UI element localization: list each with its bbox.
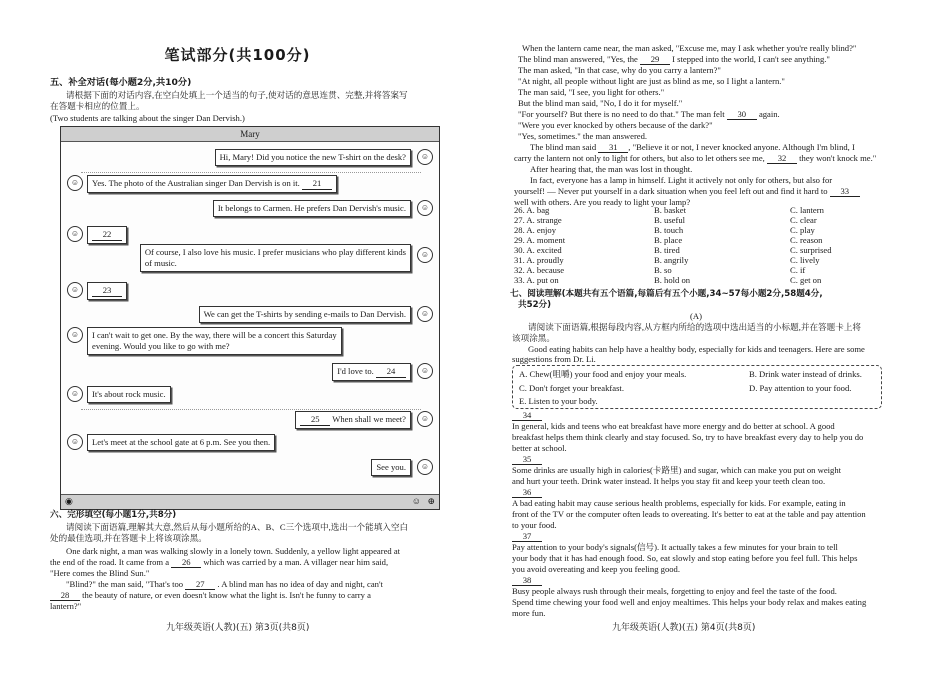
option-b: B. Drink water instead of drinks. (749, 369, 862, 379)
chat-message: We can get the T-shirts by sending e-mails to Dan Dervish. (199, 306, 411, 323)
paragraph-line: 28 the beauty of nature, or even doesn't know what the light is. Isn't he funny to carry a (50, 590, 371, 601)
paragraph-line: One dark night, a man was walking slowly in a lonely town. Suddenly, a yellow light appeared at (66, 546, 401, 556)
section-5-heading: 五、补全对话(每小题2分,共10分) (50, 77, 192, 88)
chat-message: 23 (87, 282, 127, 300)
chat-message: Yes. The photo of the Australian singer Dan Dervish is on it. 21 (87, 175, 337, 193)
paragraph-line: Busy people always rush through their meals, forgetting to enjoy and feel the taste of the food. (512, 586, 837, 596)
story-line: carry the lantern not only to light for others, but also to let others see me, 32 they won't knock me." (514, 153, 877, 163)
avatar-icon: ☺ (417, 200, 433, 216)
story-line: yourself! — Never put yourself in a dark situation when you feel left out and find it hard to 33 (514, 186, 860, 197)
chat-message: See you. (371, 459, 411, 476)
avatar-icon: ☺ (67, 327, 83, 343)
story-line: "For yourself? But there is no need to do that." The man felt 30 again. (518, 109, 780, 119)
section-5-instruction-2: 在答题卡相应的位置上。 (50, 101, 145, 111)
story-line: The blind man answered, "Yes, the 29 I stepped into the world, I can't see anything." (518, 54, 830, 64)
chat-window (60, 126, 440, 510)
emoji-icon: ☺ (411, 496, 421, 506)
avatar-icon: ☺ (67, 386, 83, 402)
chat-message: I'd love to. 24 (332, 363, 411, 381)
section-7-heading: 七、阅读理解(本题共有五个语篇,每篇后有五个小题,34~57每小题2分,58题4分, (510, 289, 823, 299)
chat-message: 22 (87, 226, 127, 244)
option-row: 26. A. bag B. basket C. lantern (514, 205, 824, 215)
answer-blank: 37 (512, 531, 542, 542)
answer-blank: 34 (512, 410, 542, 421)
chat-message: Let's meet at the school gate at 6 p.m. See you then. (87, 434, 275, 451)
chat-message: It belongs to Carmen. He prefers Dan Dervish's music. (213, 200, 411, 217)
section-6-instruction: 请阅读下面语篇,理解其大意,然后从每小题所给的A、B、C三个选项中,选出一个能填入空白 (66, 522, 409, 532)
section-6-instruction-2: 处的最佳选项,并在答题卡上将该项涂黑。 (50, 533, 207, 543)
cloze-options (514, 205, 884, 285)
divider (81, 409, 421, 410)
chat-message: Hi, Mary! Did you notice the new T-shirt on the desk? (215, 149, 411, 166)
story-line: The blind man said 31 , "Believe it or not, I never knocked anyone. Although I'm blind, I (530, 142, 855, 152)
paragraph-line: your body that it has had enough food. So, eat slowly and stop eating before you feel full. This helps (512, 553, 858, 563)
chat-message: 25 When shall we meet? (295, 411, 411, 429)
divider (81, 172, 421, 173)
avatar-icon: ☺ (67, 226, 83, 242)
paragraph-line: In general, kids and teens who eat breakfast have more energy and do better at school. A good (512, 421, 835, 431)
chat-message: Of course, I also love his music. I prefer musicians who play different kinds of music. (140, 244, 411, 272)
option-d: D. Pay attention to your food. (749, 383, 852, 393)
story-line: After hearing that, the man was lost in thought. (530, 164, 693, 174)
paragraph-line: Spend time chewing your food well and enjoy mealtimes. This helps your body relax and makes eating (512, 597, 867, 607)
story-line: In fact, everyone has a lamp in himself. Light it actively not only for others, but also for (530, 175, 833, 185)
section-7-instruction-2: 该项涂黑。 (512, 333, 555, 343)
add-icon: ⊕ (427, 496, 435, 506)
story-line: well with others. Are you ready to light your lamp? (514, 197, 691, 207)
section-5-context: (Two students are talking about the singer Dan Dervish.) (50, 113, 245, 123)
story-line: The man asked, "In that case, why do you carry a lantern?" (518, 65, 721, 75)
option-c: C. Don't forget your breakfast. (519, 383, 624, 393)
paragraph-line: you avoid overeating and keep you feeling good. (512, 564, 681, 574)
avatar-icon: ☺ (67, 282, 83, 298)
page-footer: 九年级英语(人教)(五) 第3页(共8页) (166, 623, 310, 633)
option-row: 29. A. moment B. place C. reason (514, 235, 823, 245)
intro-line: Good eating habits can help have a healthy body, especially for kids and teenagers. Here are some (528, 344, 865, 354)
option-row: 32. A. because B. so C. if (514, 265, 806, 275)
avatar-icon: ☺ (67, 175, 83, 191)
story-line: But the blind man said, "No, I do it for myself." (518, 98, 683, 108)
heading-options-box (512, 365, 882, 409)
option-row: 28. A. enjoy B. touch C. play (514, 225, 815, 235)
option-e: E. Listen to your body. (519, 396, 598, 406)
section-5-instruction: 请根据下面的对话内容,在空白处填上一个适当的句子,使对话的意思连贯、完整,并将答案写 (66, 90, 408, 100)
story-line: When the lantern came near, the man asked, "Excuse me, may I ask whether you're really blind?" (522, 43, 857, 53)
avatar-icon: ☺ (67, 434, 83, 450)
intro-line: suggestions from Dr. Li. (512, 354, 596, 364)
avatar-icon: ☺ (417, 363, 433, 379)
section-6-heading: 六、完形填空(每小题1分,共8分) (50, 510, 177, 520)
paragraph-line: lantern?" (50, 601, 82, 611)
page-title: 笔试部分(共100分) (164, 46, 311, 64)
passage-label: (A) (690, 311, 702, 321)
option-row: 27. A. strange B. useful C. clear (514, 215, 817, 225)
avatar-icon: ☺ (417, 306, 433, 322)
paragraph-line: front of the TV or the computer often leads to overeating. It's better to eat at the table and pay attention (512, 509, 866, 519)
paragraph-line: Pay attention to your body's signals(信号). It actually takes a few minutes for your brain to tell (512, 542, 838, 552)
option-row: 33. A. put on B. hold on C. get on (514, 275, 822, 285)
story-line: "At night, all people without light are just as blind as me, so I light a lantern." (518, 76, 785, 86)
paragraph-line: the end of the road. It came from a 26 which was carried by a man. A villager near him said, (50, 557, 389, 567)
paragraph-line: more fun. (512, 608, 546, 618)
answer-blank: 36 (512, 487, 542, 498)
avatar-icon: ☺ (417, 149, 433, 165)
section-7-instruction: 请阅读下面语篇,根据每段内容,从方框内所给的选项中选出适当的小标题,并在答题卡上将 (528, 322, 862, 332)
voice-icon: ◉ (65, 496, 73, 506)
section-7-heading-2: 共52分) (518, 300, 552, 310)
paragraph-line: better at school. (512, 443, 567, 453)
option-row: 31. A. proudly B. angrily C. lively (514, 255, 820, 265)
page-footer: 九年级英语(人教)(五) 第4页(共8页) (612, 623, 756, 633)
paragraph-line: "Blind?" the man said, "That's too 27 . A blind man has no idea of day and night, can't (66, 579, 383, 589)
chat-header: Mary (61, 127, 439, 142)
chat-message: I can't wait to get one. By the way, there will be a concert this Saturday evening. Would you like to go with me? (87, 327, 342, 355)
story-line: The man said, "I see, you light for others." (518, 87, 665, 97)
avatar-icon: ☺ (417, 411, 433, 427)
answer-blank: 38 (512, 575, 542, 586)
story-line: "Yes, sometimes." the man answered. (518, 131, 648, 141)
chat-input-bar (61, 494, 439, 509)
paragraph-line: "Here comes the Blind Sun." (50, 568, 150, 578)
avatar-icon: ☺ (417, 247, 433, 263)
paragraph-line: to your food. (512, 520, 557, 530)
answer-blank: 35 (512, 454, 542, 465)
paragraph-line: breakfast helps them think clearly and stay focused. So, try to have breakfast every day to help you do (512, 432, 864, 442)
paragraph-line: and hurt your teeth. Drink water instead. It helps you stay fit and keep your teeth clean too. (512, 476, 826, 486)
option-a: A. Chew(咀嚼) your food and enjoy your meals. (519, 369, 687, 379)
story-line: "Were you ever knocked by others because of the dark?" (518, 120, 713, 130)
option-row: 30. A. excited B. tired C. surprised (514, 245, 832, 255)
avatar-icon: ☺ (417, 459, 433, 475)
chat-message: It's about rock music. (87, 386, 171, 403)
paragraph-line: Some drinks are usually high in calories(卡路里) and sugar, which can make you put on weight (512, 465, 842, 475)
paragraph-line: A bad eating habit may cause serious health problems, especially for kids. For example, eating in (512, 498, 846, 508)
